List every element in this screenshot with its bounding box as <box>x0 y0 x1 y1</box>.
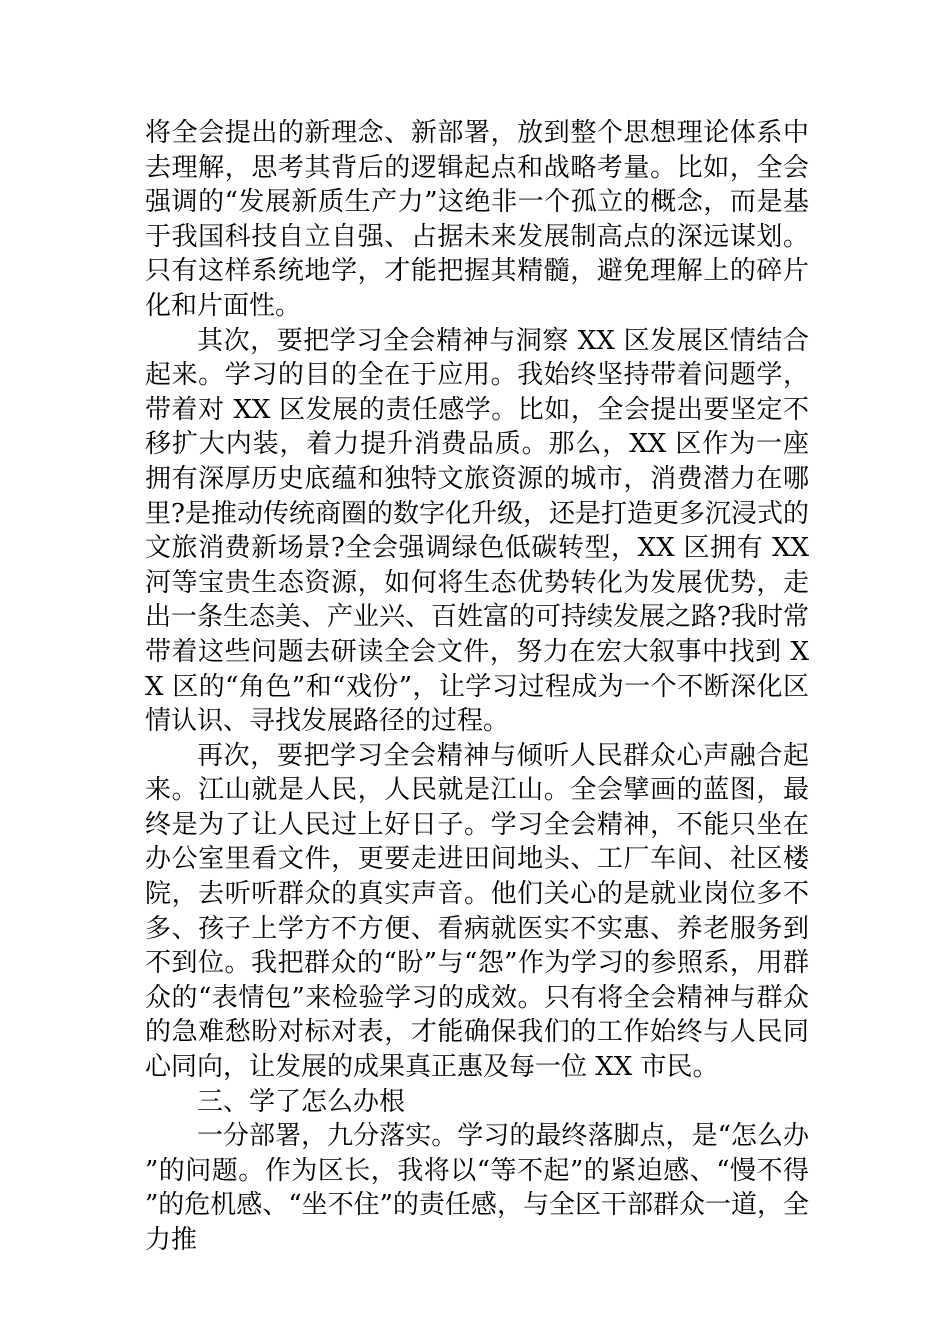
paragraph-1: 将全会提出的新理念、新部署，放到整个思想理论体系中去理解，思考其背后的逻辑起点和战略考量。比如，全会强调的“发展新质生产力”这绝非一个孤立的概念，而是基于我国科技自立自强、占据未来发展制高点的深远谋划。只有这样系统地学，才能把握其精髓，避免理解上的碎片化和片面性。 <box>145 118 809 321</box>
section-heading: 三、学了怎么办根 <box>197 1086 406 1117</box>
paragraph-3: 再次，要把学习全会精神与倾听人民群众心声融合起来。江山就是人民，人民就是江山。全会擘画的蓝图，最终是为了让人民过上好日子。学习全会精神，不能只坐在办公室里看文件，更要走进田间地头、工厂车间、社区楼院，去听听群众的真实声音。他们关心的是就业岗位多不多、孩子上学方不方便、看病就医实不实惠、养老服务到不到位。我把群众的“盼”与“怨”作为学习的参照系，用群众的“表情包”来检验学习的成效。只有将全会精神与群众的急难愁盼对标对表，才能确保我们的工作始终与人民同心同向，让发展的成果真正惠及每一位 XX 市民。 <box>145 740 809 1083</box>
paragraph-2: 其次，要把学习全会精神与洞察 XX 区发展区情结合起来。学习的目的全在于应用。我始终坚持带着问题学，带着对 XX 区发展的责任感学。比如，全会提出要坚定不移扩大内装，着力提升消费品质。那么，XX 区作为一座拥有深厚历史底蕴和独特文旅资源的城市，消费潜力在哪里?是推动传统商圈的数字化升级，还是打造更多沉浸式的文旅消费新场景?全会强调绿色低碳转型，XX 区拥有 XX 河等宝贵生态资源，如何将生态优势转化为发展优势，走出一条生态美、产业兴、百姓富的可持续发展之路?我时常带着这些问题去研读全会文件，努力在宏大叙事中找到 XX 区的“角色”和“戏份”，让学习过程成为一个不断深化区情认识、寻找发展路径的过程。 <box>145 325 809 737</box>
document-body <box>145 116 809 1258</box>
closing-paragraph: 一分部署，九分落实。学习的最终落脚点，是“怎么办”的问题。作为区长，我将以“等不起”的紧迫感、“慢不得”的危机感、“坐不住”的责任感，与全区干部群众一道，全力推 <box>145 1121 809 1255</box>
